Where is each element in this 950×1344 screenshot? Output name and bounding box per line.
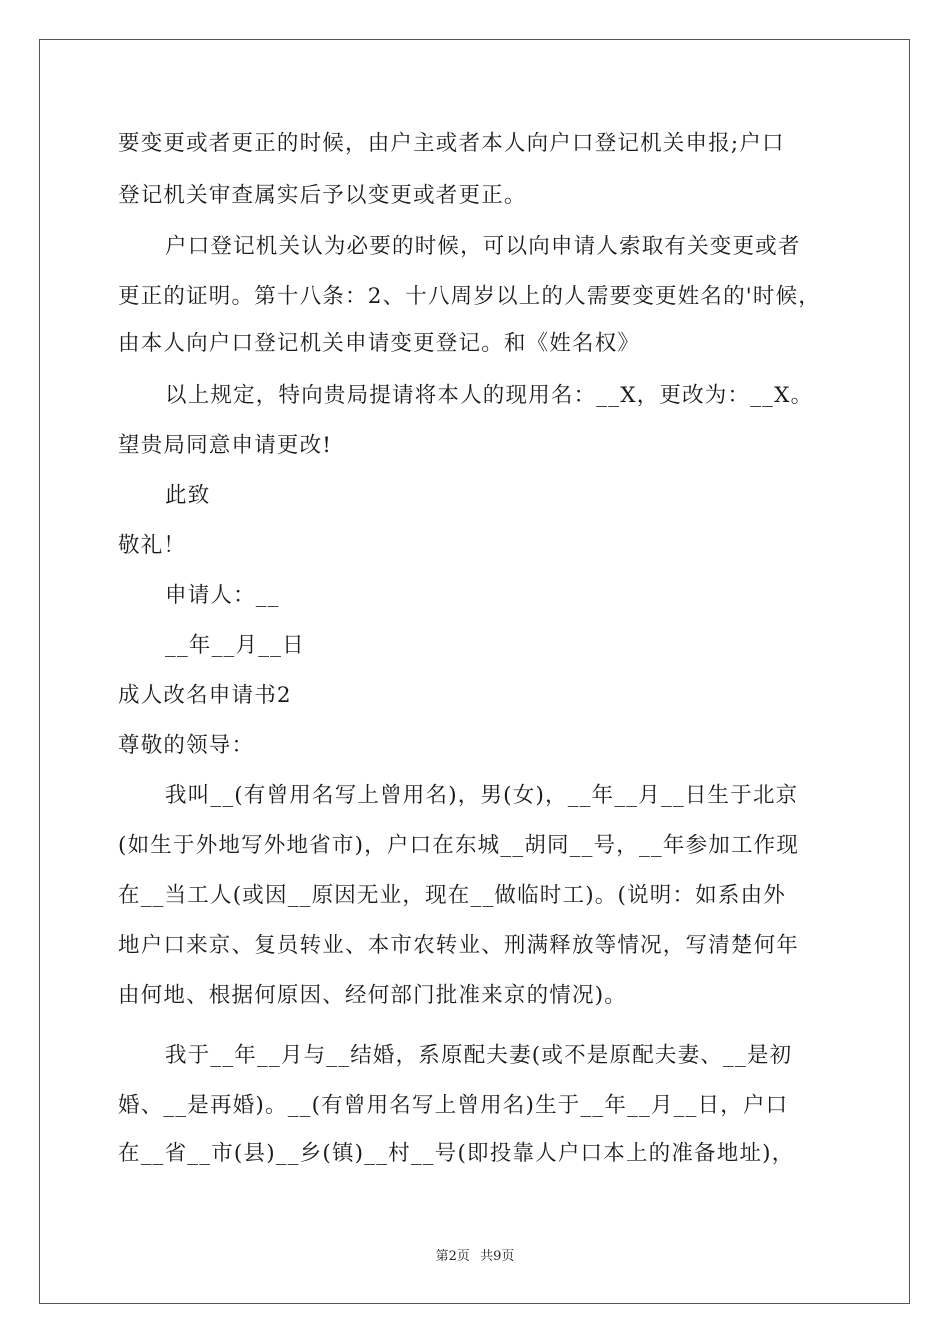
document-line: 在__当工人(或因__原因无业，现在__做临时工)。(说明：如系由外 [118,883,786,908]
document-line: 在__省__市(县)__乡(镇)__村__号(即投靠人户口本上的准备地址)， [118,1141,795,1166]
document-line: 由本人向户口登记机关申请变更登记。和《姓名权》 [118,331,641,356]
document-line: 敬礼！ [118,533,187,558]
document-line: 登记机关审查属实后予以变更或者更正。 [118,183,527,208]
document-line: __年__月__日 [165,633,305,658]
page-footer [0,1245,950,1264]
document-line: 成人改名申请书2 [118,683,292,708]
document-line: 由何地、根据何原因、经何部门批准来京的情况)。 [118,983,627,1008]
page-number: 第2页 [435,1249,470,1264]
page-total: 共9页 [480,1249,515,1264]
document-line: 地户口来京、复员转业、本市农转业、刑满释放等情况，写清楚何年 [118,933,800,958]
document-line: 以上规定，特向贵局提请将本人的现用名：__X，更改为：__X。 [165,383,814,408]
document-line: 要变更或者更正的时候，由户主或者本人向户口登记机关申报;户口 [118,131,785,156]
document-line: 我叫__(有曾用名写上曾用名)，男(女)，__年__月__日生于北京 [165,783,799,808]
document-line: 婚、__是再婚)。__(有曾用名写上曾用名)生于__年__月__日，户口 [118,1093,789,1118]
document-line: 我于__年__月与__结婚，系原配夫妻(或不是原配夫妻、__是初 [165,1043,793,1068]
document-line: (如生于外地写外地省市)，户口在东城__胡同__号，__年参加工作现 [118,833,800,858]
document-line: 尊敬的领导： [118,733,255,758]
document-line: 更正的证明。第十八条：2、十八周岁以上的人需要变更姓名的'时候， [118,284,821,309]
document-line: 望贵局同意申请更改! [118,433,333,458]
document-line: 此致 [165,483,211,508]
document-line: 申请人：__ [165,583,280,608]
document-line: 户口登记机关认为必要的时候，可以向申请人索取有关变更或者 [165,234,801,259]
